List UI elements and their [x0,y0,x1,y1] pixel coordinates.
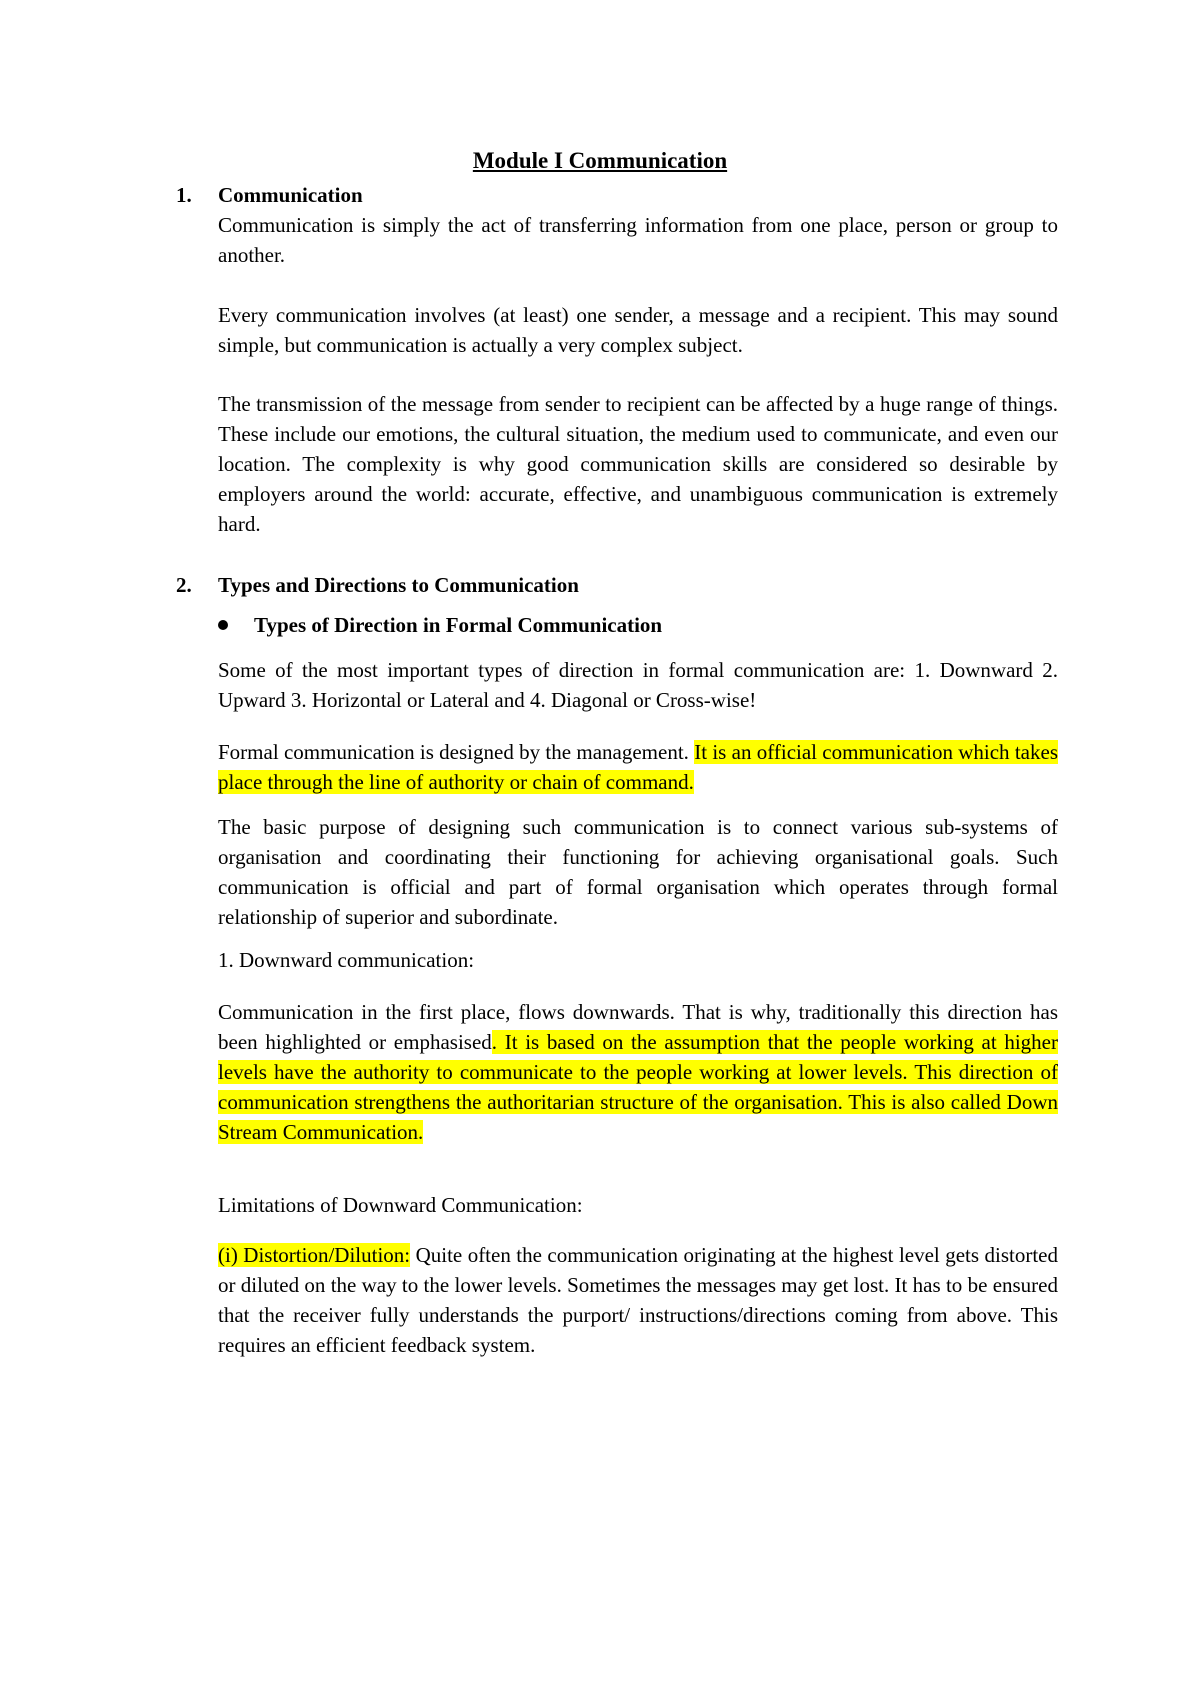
paragraph: Communication is simply the act of transferring information from one place, person or group to another. [218,213,1058,267]
highlighted-text: (i) Distortion/Dilution: [218,1243,411,1267]
highlighted-text: It is an official communication which takes place through the line of authority or chain of command. [218,740,1058,794]
highlighted-text: . It is based on the assumption that the people working at higher levels have the authority to communicate to the people working at lower levels. This direction of communication strengthens the authoritarian structure of the organisation. This is also called Down Stream Communication. [218,1030,1058,1144]
paragraph-formal [218,737,1058,797]
section-heading: Communication [218,183,363,207]
paragraph: The transmission of the message from sender to recipient can be affected by a huge range of things. These include our emotions, the cultural situation, the medium used to communicate, and even our location. The complexity is why good communication skills are considered so desirable by employers around the world: accurate, effective, and unambiguous communication is extremely hard. [218,392,1058,536]
text-run: Formal communication is designed by the management. [218,740,695,764]
section-heading: Types and Directions to Communication [218,573,579,597]
paragraph: The basic purpose of designing such communication is to connect various sub-systems of organisation and coordinating their functioning for achieving organisational goals. Such communication is official and part of formal organisation which operates through formal relationship of superior and subordinate. [218,815,1058,929]
page-title: Module I Communication [472,148,728,173]
text-run: Quite often the communication originating at the highest level gets distorted or diluted on the way to the lower levels. Sometimes the messages may get lost. It has to be ensured that the receiver fully understands the purport/ instructions/directions coming from above. This requires an efficient feedback system. [218,1243,1058,1357]
paragraph: Every communication involves (at least) one sender, a message and a recipient. This may sound simple, but communication is actually a very complex subject. [218,303,1058,357]
subheading: Limitations of Downward Communication: [218,1193,583,1217]
text-run: Communication in the first place, flows downwards. That is why, traditionally this direction has been highlighted or emphasised [218,1000,1058,1054]
paragraph-limitation [218,1240,1058,1360]
section-number: 1. [176,183,192,207]
paragraph: Some of the most important types of direction in formal communication are: 1. Downward 2. Upward 3. Horizontal or Lateral and 4. Diagonal or Cross-wise! [218,658,1058,712]
bullet-icon [218,620,228,630]
paragraph-downward [218,997,1058,1147]
bullet-heading: Types of Direction in Formal Communication [254,613,663,637]
section-number: 2. [176,573,192,597]
subheading: 1. Downward communication: [218,948,475,972]
